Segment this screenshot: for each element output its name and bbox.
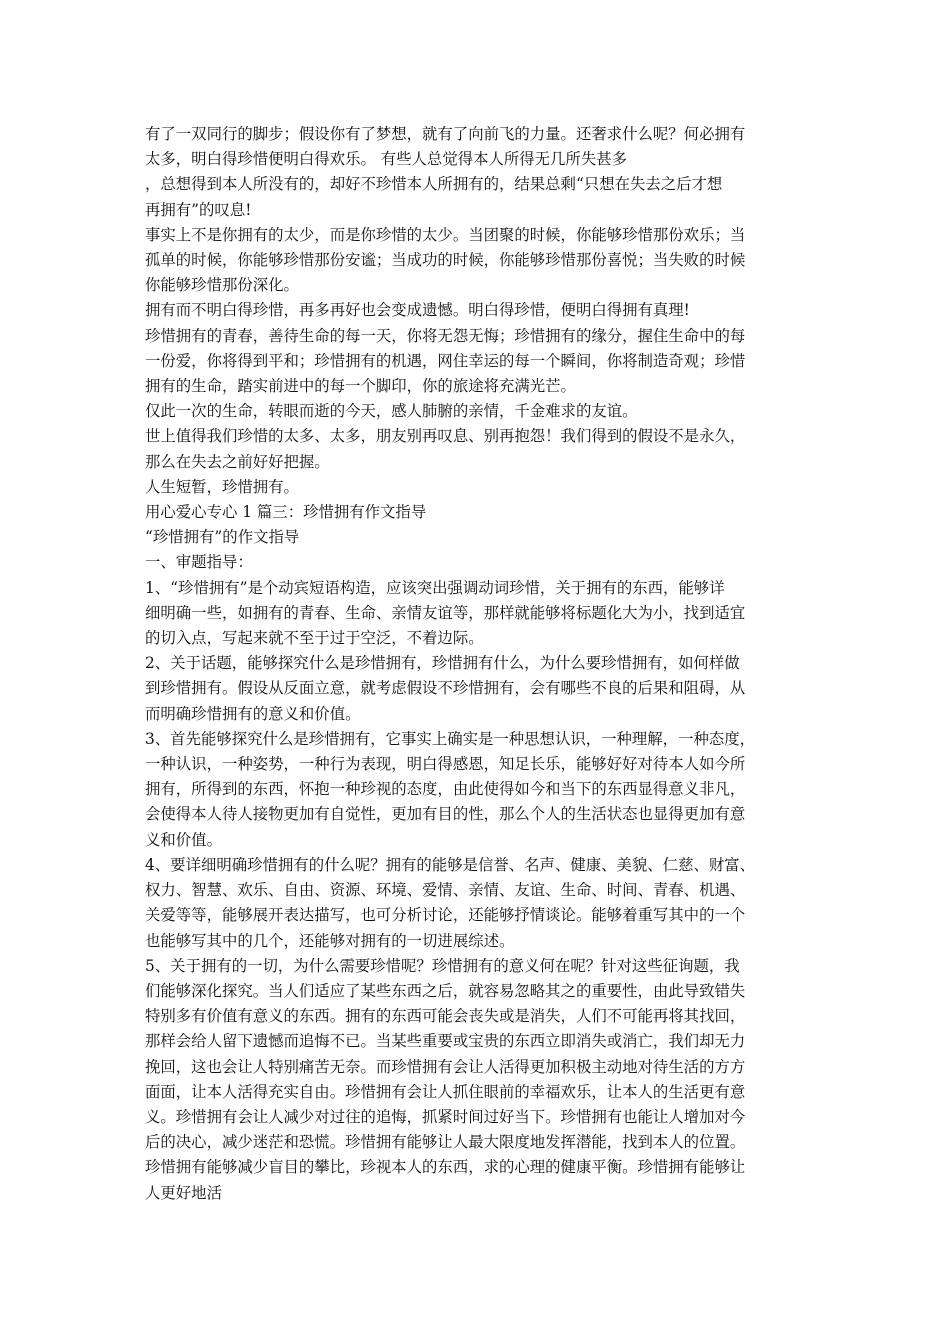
text-line: 世上值得我们珍惜的太多、太多，朋友别再叹息、别再抱怨！我们得到的假设不是永久， xyxy=(145,427,746,446)
text-line: 细明确一些，如拥有的青春、生命、亲情友谊等，那样就能够将标题化大为小，找到适宜 xyxy=(145,603,746,622)
text-line: 用心爱心专心 1 篇三：珍惜拥有作文指导 xyxy=(145,503,427,522)
text-line: 那么在失去之前好好把握。 xyxy=(145,452,330,471)
text-line: 5、关于拥有的一切，为什么需要珍惜呢？珍惜拥有的意义何在呢？针对这些征询题，我 xyxy=(145,956,740,975)
text-line: 们能够深化探究。当人们适应了某些东西之后，就容易忽略其之的重要性，由此导致错失 xyxy=(145,981,746,1000)
text-line: 仅此一次的生命，转眼而逝的今天，感人肺腑的亲情，千金难求的友谊。 xyxy=(145,402,638,421)
text-line: 有了一双同行的脚步；假设你有了梦想，就有了向前飞的力量。还奢求什么呢？何必拥有 xyxy=(145,125,746,143)
text-line: 会使得本人待人接物更加有自觉性，更加有目的性，那么个人的生活状态也显得更加有意 xyxy=(145,805,746,824)
text-line: 你能够珍惜那份深化。 xyxy=(145,276,299,295)
text-line: 一份爱，你将得到平和；珍惜拥有的机遇，网住幸运的每一个瞬间，你将制造奇观；珍惜 xyxy=(145,351,746,370)
text-line: 一、审题指导： xyxy=(145,553,253,572)
text-line: “珍惜拥有”的作文指导 xyxy=(145,528,300,547)
text-line: 拥有而不明白得珍惜，再多再好也会变成遗憾。明白得珍惜，便明白得拥有真理! xyxy=(145,301,690,320)
text-line: 也能够写其中的几个，还能够对拥有的一切进展综述。 xyxy=(145,931,515,950)
text-line: 太多，明白得珍惜便明白得欢乐。 有些人总觉得本人所得无几所失甚多 xyxy=(145,150,628,169)
text-line: 特别多有价值有意义的东西。拥有的东西可能会丧失或是消失，人们不可能再将其找回， xyxy=(145,1007,746,1026)
text-line: 权力、智慧、欢乐、自由、资源、环境、爱情、亲情、友谊、生命、时间、青春、机遇、 xyxy=(145,881,746,900)
text-line: 义。珍惜拥有会让人减少对过往的追悔，抓紧时间过好当下。珍惜拥有也能让人增加对今 xyxy=(145,1107,746,1126)
text-line: 挽回，这也会让人特别痛苦无奈。而珍惜拥有会让人活得更加积极主动地对待生活的方方 xyxy=(145,1057,746,1076)
document-body xyxy=(145,122,835,1206)
text-line: 到珍惜拥有。假设从反面立意，就考虑假设不珍惜拥有，会有哪些不良的后果和阻碍，从 xyxy=(145,679,746,698)
text-line: 事实上不是你拥有的太少，而是你珍惜的太少。当团聚的时候，你能够珍惜那份欢乐；当 xyxy=(145,225,746,244)
text-line: 人生短暂，珍惜拥有。 xyxy=(145,477,299,496)
text-line: 那样会给人留下遗憾而追悔不已。当某些重要或宝贵的东西立即消失或消亡，我们却无力 xyxy=(145,1032,746,1051)
text-line: 2、关于话题，能够探究什么是珍惜拥有，珍惜拥有什么，为什么要珍惜拥有，如何样做 xyxy=(145,654,740,673)
text-line: 的切入点，写起来就不至于过于空泛，不着边际。 xyxy=(145,629,484,648)
text-line: ，总想得到本人所没有的，却好不珍惜本人所拥有的，结果总剩“只想在失去之后才想 xyxy=(145,175,723,194)
text-line: 关爱等等，能够展开表达描写，也可分析讨论，还能够抒情谈论。能够着重写其中的一个 xyxy=(145,906,746,925)
text-line: 而明确珍惜拥有的意义和价值。 xyxy=(145,704,361,723)
text-line: 人更好地活 xyxy=(145,1183,222,1202)
text-line: 4、要详细明确珍惜拥有的什么呢？拥有的能够是信誉、名声、健康、美貌、仁慈、财富、 xyxy=(145,855,756,874)
text-line: 3、首先能够探究什么是珍惜拥有，它事实上确实是一种思想认识，一种理解，一种态度， xyxy=(145,729,756,748)
text-line: 孤单的时候，你能够珍惜那份安谧；当成功的时候，你能够珍惜那份喜悦；当失败的时候 xyxy=(145,251,746,270)
text-line: 义和价值。 xyxy=(145,830,222,849)
text-line: 面面，让本人活得充实自由。珍惜拥有会让人抓住眼前的幸福欢乐，让本人的生活更有意 xyxy=(145,1082,746,1101)
text-line: 珍惜拥有能够减少盲目的攀比，珍视本人的东西，求的心理的健康平衡。珍惜拥有能够让 xyxy=(145,1158,746,1177)
text-line: 拥有，所得到的东西，怀抱一种珍视的态度，由此使得如今和当下的东西显得意义非凡， xyxy=(145,780,746,799)
text-line: 珍惜拥有的青春，善待生命的每一天，你将无怨无悔；珍惜拥有的缘分，握住生命中的每 xyxy=(145,326,746,345)
text-line: 1、“珍惜拥有”是个动宾短语构造，应该突出强调动词珍惜，关于拥有的东西，能够详 xyxy=(145,578,725,597)
text-line: 一种认识，一种姿势，一种行为表现，明白得感恩，知足长乐，能够好好对待本人如今所 xyxy=(145,755,746,774)
text-line: 后的决心，减少迷茫和恐慌。珍惜拥有能够让人最大限度地发挥潜能，找到本人的位置。 xyxy=(145,1133,746,1152)
text-line: 再拥有”的叹息! xyxy=(145,200,252,219)
text-line: 拥有的生命，踏实前进中的每一个脚印，你的旅途将充满光芒。 xyxy=(145,377,576,396)
